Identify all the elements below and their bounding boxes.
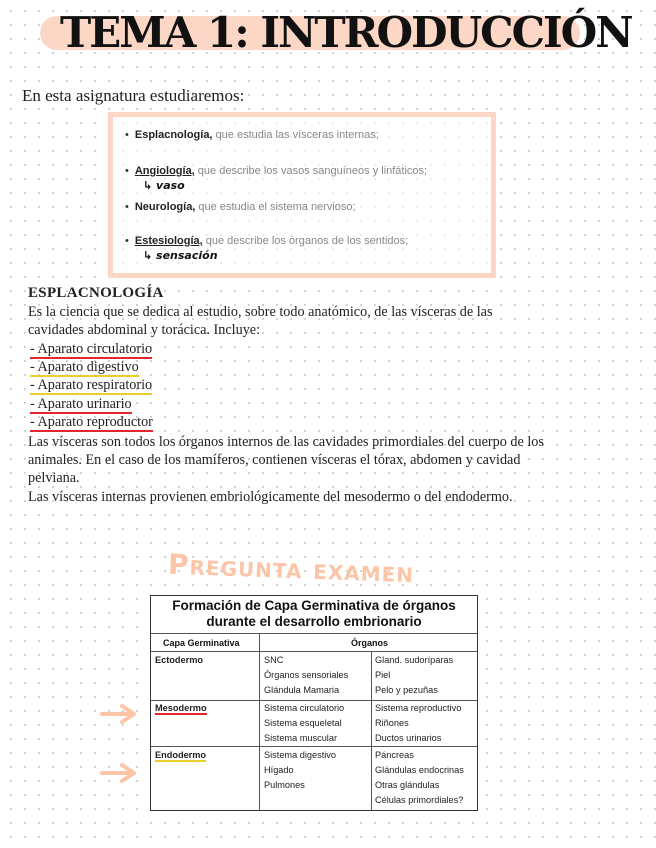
paragraph-line: animales. En el caso de los mamíferos, contienen vísceras el tórax, abdomen y cavidad xyxy=(28,452,521,468)
table-cell: Órganos sensoriales xyxy=(264,670,349,680)
list-item-text: - Aparato reproductor xyxy=(30,414,153,430)
table-divider xyxy=(259,633,260,810)
table-cell: Hígado xyxy=(264,765,294,775)
paragraph-line: Es la ciencia que se dedica al estudio, sobre todo anatómico, de las vísceras de las xyxy=(28,304,493,320)
topic-item: • Estesiología, que describe los órganos de los sentidos; xyxy=(125,235,409,247)
list-item-text: - Aparato digestivo xyxy=(30,359,139,375)
table-cell: SNC xyxy=(264,655,284,665)
paragraph-line: Las vísceras internas provienen embriológicamente del mesodermo o del endodermo. xyxy=(28,489,513,505)
table-cell: Otras glándulas xyxy=(375,780,440,790)
table-divider xyxy=(371,651,372,810)
topic-item: • Angiología, que describe los vasos sanguíneos y linfáticos; xyxy=(125,165,428,177)
handwritten-note-vaso: ↳ vaso xyxy=(143,179,185,192)
table-cell: Riñones xyxy=(375,718,409,728)
topics-box xyxy=(108,112,496,278)
topic-item: • Neurología, que estudia el sistema nervioso; xyxy=(125,201,356,213)
table-cell: Sistema reproductivo xyxy=(375,703,462,713)
handwritten-note-sensacion: ↳ sensación xyxy=(143,249,218,262)
table-cell: Sistema esqueletal xyxy=(264,718,342,728)
paragraph-line: cavidades abdominal y torácica. Incluye: xyxy=(28,322,261,338)
topic-term: Angiología, xyxy=(134,165,195,177)
topic-desc: que estudia las vísceras internas; xyxy=(212,129,379,141)
section-heading: ESPLACNOLOGÍA xyxy=(28,285,164,301)
table-cell: Sistema digestivo xyxy=(264,750,337,760)
table-cell: Sistema circulatorio xyxy=(264,703,345,713)
topic-desc: que describe los órganos de los sentidos; xyxy=(202,235,409,247)
page-title: TEMA 1: INTRODUCCIÓN xyxy=(60,8,632,57)
table-cell: Gland. sudoríparas xyxy=(375,655,454,665)
list-item-text: - Aparato respiratorio xyxy=(30,377,153,393)
table-title-line: Formación de Capa Germinativa de órganos xyxy=(172,598,456,613)
table-cell: Páncreas xyxy=(375,750,414,760)
list-item xyxy=(30,359,139,376)
table-cell: Sistema muscular xyxy=(264,733,338,743)
table-divider xyxy=(151,746,477,747)
table-cell: Pelo y pezuñas xyxy=(375,685,438,695)
table-cell: Glándulas endocrinas xyxy=(375,765,464,775)
table-divider xyxy=(151,633,477,634)
arrow-right-icon xyxy=(100,703,140,725)
list-item-text: - Aparato urinario xyxy=(30,396,132,412)
table-divider xyxy=(151,651,477,652)
list-item xyxy=(30,396,132,413)
topic-desc: que estudia el sistema nervioso; xyxy=(195,201,356,213)
table-cell-layer: Endodermo xyxy=(155,750,207,760)
topic-term: Neurología, xyxy=(134,201,196,213)
paragraph-line: pelviana. xyxy=(28,470,80,486)
exam-note: Pregunta examen xyxy=(167,547,415,590)
paragraph-line: Las vísceras son todos los órganos internos de las cavidades primordiales del cuerpo de los xyxy=(28,434,544,450)
table-header: Capa Germinativa xyxy=(163,638,240,648)
table-cell-layer: Ectodermo xyxy=(155,655,203,665)
intro-text: En esta asignatura estudiaremos: xyxy=(22,86,245,105)
topic-desc: que describe los vasos sanguíneos y linfáticos; xyxy=(194,165,428,177)
table-title xyxy=(151,598,477,630)
list-item xyxy=(30,377,152,394)
list-item xyxy=(30,341,152,358)
table-cell: Células primordiales? xyxy=(375,795,464,805)
table-cell: Glándula Mamaria xyxy=(264,685,340,695)
list-item xyxy=(30,414,153,431)
table-cell: Pulmones xyxy=(264,780,305,790)
table-cell: Piel xyxy=(375,670,391,680)
arrow-right-icon xyxy=(100,762,140,784)
topic-term: Estesiología, xyxy=(134,235,203,247)
table-cell-layer: Mesodermo xyxy=(155,703,207,713)
table-divider xyxy=(151,700,477,701)
topic-term: Esplacnología, xyxy=(134,129,213,141)
list-item-text: - Aparato circulatorio xyxy=(30,341,153,357)
table-header: Órganos xyxy=(351,638,389,648)
table-title-line: durante el desarrollo embrionario xyxy=(206,614,422,629)
table-cell: Ductos urinarios xyxy=(375,733,442,743)
germ-layer-table xyxy=(150,595,478,811)
topic-item: • Esplacnología, que estudia las vísceras internas; xyxy=(125,129,379,141)
